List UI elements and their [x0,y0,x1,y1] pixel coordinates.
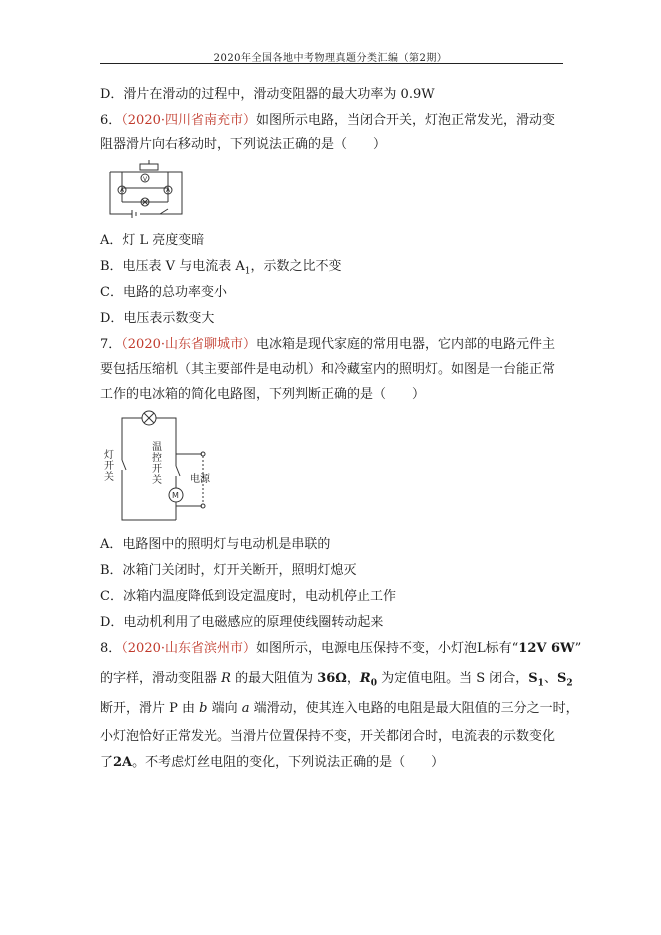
q8-symbol-s2-sub: 2 [566,678,573,689]
q8-line-4: 小灯泡恰好正常发光。当滑片位置保持不变，开关都闭合时，电流表的示数变化 [100,729,556,744]
q7-wire-bottom [122,470,176,520]
q8-number: 8． [100,641,122,656]
q8-end-b: b [199,701,208,716]
q7-power-label: 电源 [190,474,210,485]
q6-option-b-tail: ，示数之比不变 [250,259,342,274]
q6-option-c: C．电路的总功率变小 [100,285,227,300]
q8-source: （2020·山东省滨州市） [121,641,256,656]
q6-option-a: A．灯 L 亮度变暗 [100,233,205,248]
q8-text: 断开，滑片 P 由 [100,701,200,716]
q8-text: 、 [543,671,557,686]
q8-text: ， [346,671,360,686]
q8-text: 端滑动，使其连入电路的电阻是最大阻值的三分之一时， [249,701,579,716]
q7-lamp-switch-label: 灯开关 [104,450,114,483]
q8-rating: 12V 6W [518,641,575,656]
q8-symbol-r: R [221,671,231,686]
q8-text: 了 [100,755,114,770]
q8-symbol-s2: S [556,671,567,686]
q8-symbol-s1-sub: 1 [537,678,544,689]
q6-option-b [100,258,341,281]
header-rule [100,63,563,64]
q6-option-b-sub: 1 [244,266,251,277]
q8-symbol-r0-sub: 0 [370,678,377,689]
q8-symbol-r0: R [359,671,371,686]
q7-option-d: D．电动机利用了电磁感应的原理使线圈转动起来 [100,615,384,630]
q8-symbol-s1: S [528,671,538,686]
q8-text: 。不考虑灯丝电阻的变化，下列说法正确的是（ ） [132,755,445,770]
q7-source: （2020·山东省聊城市） [121,337,256,352]
q8-line-2 [100,670,573,693]
q8-max-resistance: 36Ω [317,671,347,686]
q8-text: 端向 [207,701,242,716]
q6-voltmeter-label: V [143,176,148,183]
q7-option-a: A．电路图中的照明灯与电动机是串联的 [100,537,331,552]
q7-option-c: C．冰箱内温度降低到设定温度时，电动机停止工作 [100,589,396,604]
q7-thermo-switch [176,466,180,476]
q7-lamp-switch [122,460,126,470]
q7-stem-line-3: 工作的电冰箱的简化电路图，下列判断正确的是（ ） [100,387,426,402]
q6-stem-line-1 [100,112,555,130]
q8-text: 的最大阻值为 [230,671,318,686]
q6-stem-line-2: 阻器滑片向右移动时，下列说法正确的是（ ） [100,137,387,152]
q8-end-a: a [241,701,250,716]
q8-current-change: 2A [113,755,133,770]
q6-circuit-diagram [104,160,186,218]
q8-text: 如图所示，电源电压保持不变，小灯泡L标有“ [256,641,519,656]
q7-motor-label: M [172,491,179,500]
q7-stem-1: 电冰箱是现代家庭的常用电器，它内部的电路元件主 [256,337,556,352]
q6-option-d: D．电压表示数变大 [100,311,215,326]
q7-number: 7． [100,337,122,352]
q7-wire-left-top [122,418,142,460]
q6-ammeter-label-2: A [166,187,171,194]
q5-option-d: D．滑片在滑动的过程中，滑动变阻器的最大功率为 0.9W [100,87,435,102]
q6-number: 6． [100,113,122,128]
q6-option-b-head: B．电压表 V 与电流表 A [100,259,245,274]
q8-line-3 [100,700,579,718]
q8-text: 为定值电阻。当 S 闭合， [376,671,529,686]
q6-source: （2020·四川省南充市） [121,113,256,128]
q7-thermo-switch-label: 温控开关 [152,442,162,486]
q7-stem-line-1 [100,336,555,354]
q7-stem-line-2: 要包括压缩机（其主要部件是电动机）和冷藏室内的照明灯。如图是一台能正常 [100,362,556,377]
q8-text: 的字样，滑动变阻器 [100,671,222,686]
q6-stem-1: 如图所示电路，当闭合开关，灯泡正常发光，滑动变 [256,113,556,128]
q8-text: ” [574,641,582,656]
q6-ammeter-label-1: A [120,187,125,194]
q6-switch [160,209,168,214]
page-header: 2020年全国各地中考物理真题分类汇编（第2期） [213,53,448,64]
q7-option-b: B．冰箱门关闭时，灯开关断开，照明灯熄灭 [100,563,357,578]
q8-line-1 [100,640,581,658]
q8-line-5 [100,754,444,772]
q6-rheostat [140,164,158,170]
